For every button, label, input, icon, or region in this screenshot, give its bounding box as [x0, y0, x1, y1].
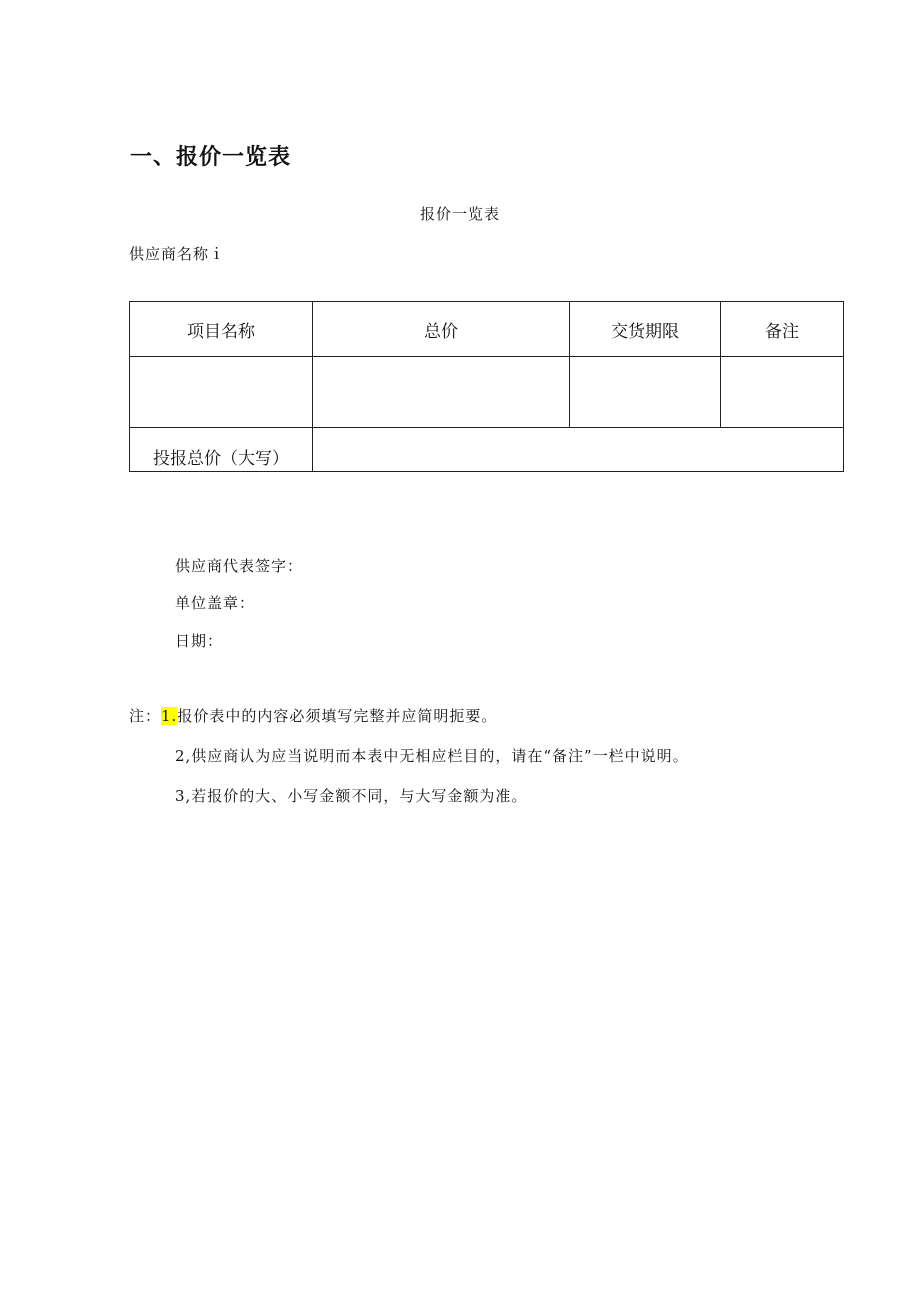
header-total-price: 总价 [313, 302, 570, 357]
table-header-row [130, 302, 844, 357]
cell-project-name[interactable] [130, 357, 313, 428]
date-label: 日期： [175, 632, 224, 650]
table-row [130, 357, 844, 428]
note-item-1 [129, 705, 497, 726]
header-remarks: 备注 [721, 302, 844, 357]
cell-remarks[interactable] [721, 357, 844, 428]
header-delivery-period: 交货期限 [570, 302, 721, 357]
note-1-text: 报价表中的内容必须填写完整并应简明扼要。 [177, 707, 498, 725]
header-project-name: 项目名称 [130, 302, 313, 357]
note-1-number: 1. [161, 707, 178, 725]
section-heading: 一、报价一览表 [130, 145, 292, 170]
note-item-3: 3,若报价的大、小写金额不同，与大写金额为准。 [175, 787, 528, 805]
quotation-table [129, 301, 844, 472]
total-price-label: 投报总价（大写） [130, 428, 313, 472]
total-price-value[interactable] [313, 428, 844, 472]
representative-signature-label: 供应商代表签字： [175, 557, 304, 575]
document-title: 报价一览表 [419, 205, 500, 223]
note-item-2: 2,供应商认为应当说明而本表中无相应栏目的，请在“备注”一栏中说明。 [175, 747, 689, 765]
cell-delivery-period[interactable] [570, 357, 721, 428]
supplier-name-label: 供应商名称ｉ [129, 245, 226, 263]
cell-total-price[interactable] [313, 357, 570, 428]
company-seal-label: 单位盖章： [175, 594, 256, 612]
note-prefix: 注： [129, 707, 162, 725]
total-row [130, 428, 844, 472]
